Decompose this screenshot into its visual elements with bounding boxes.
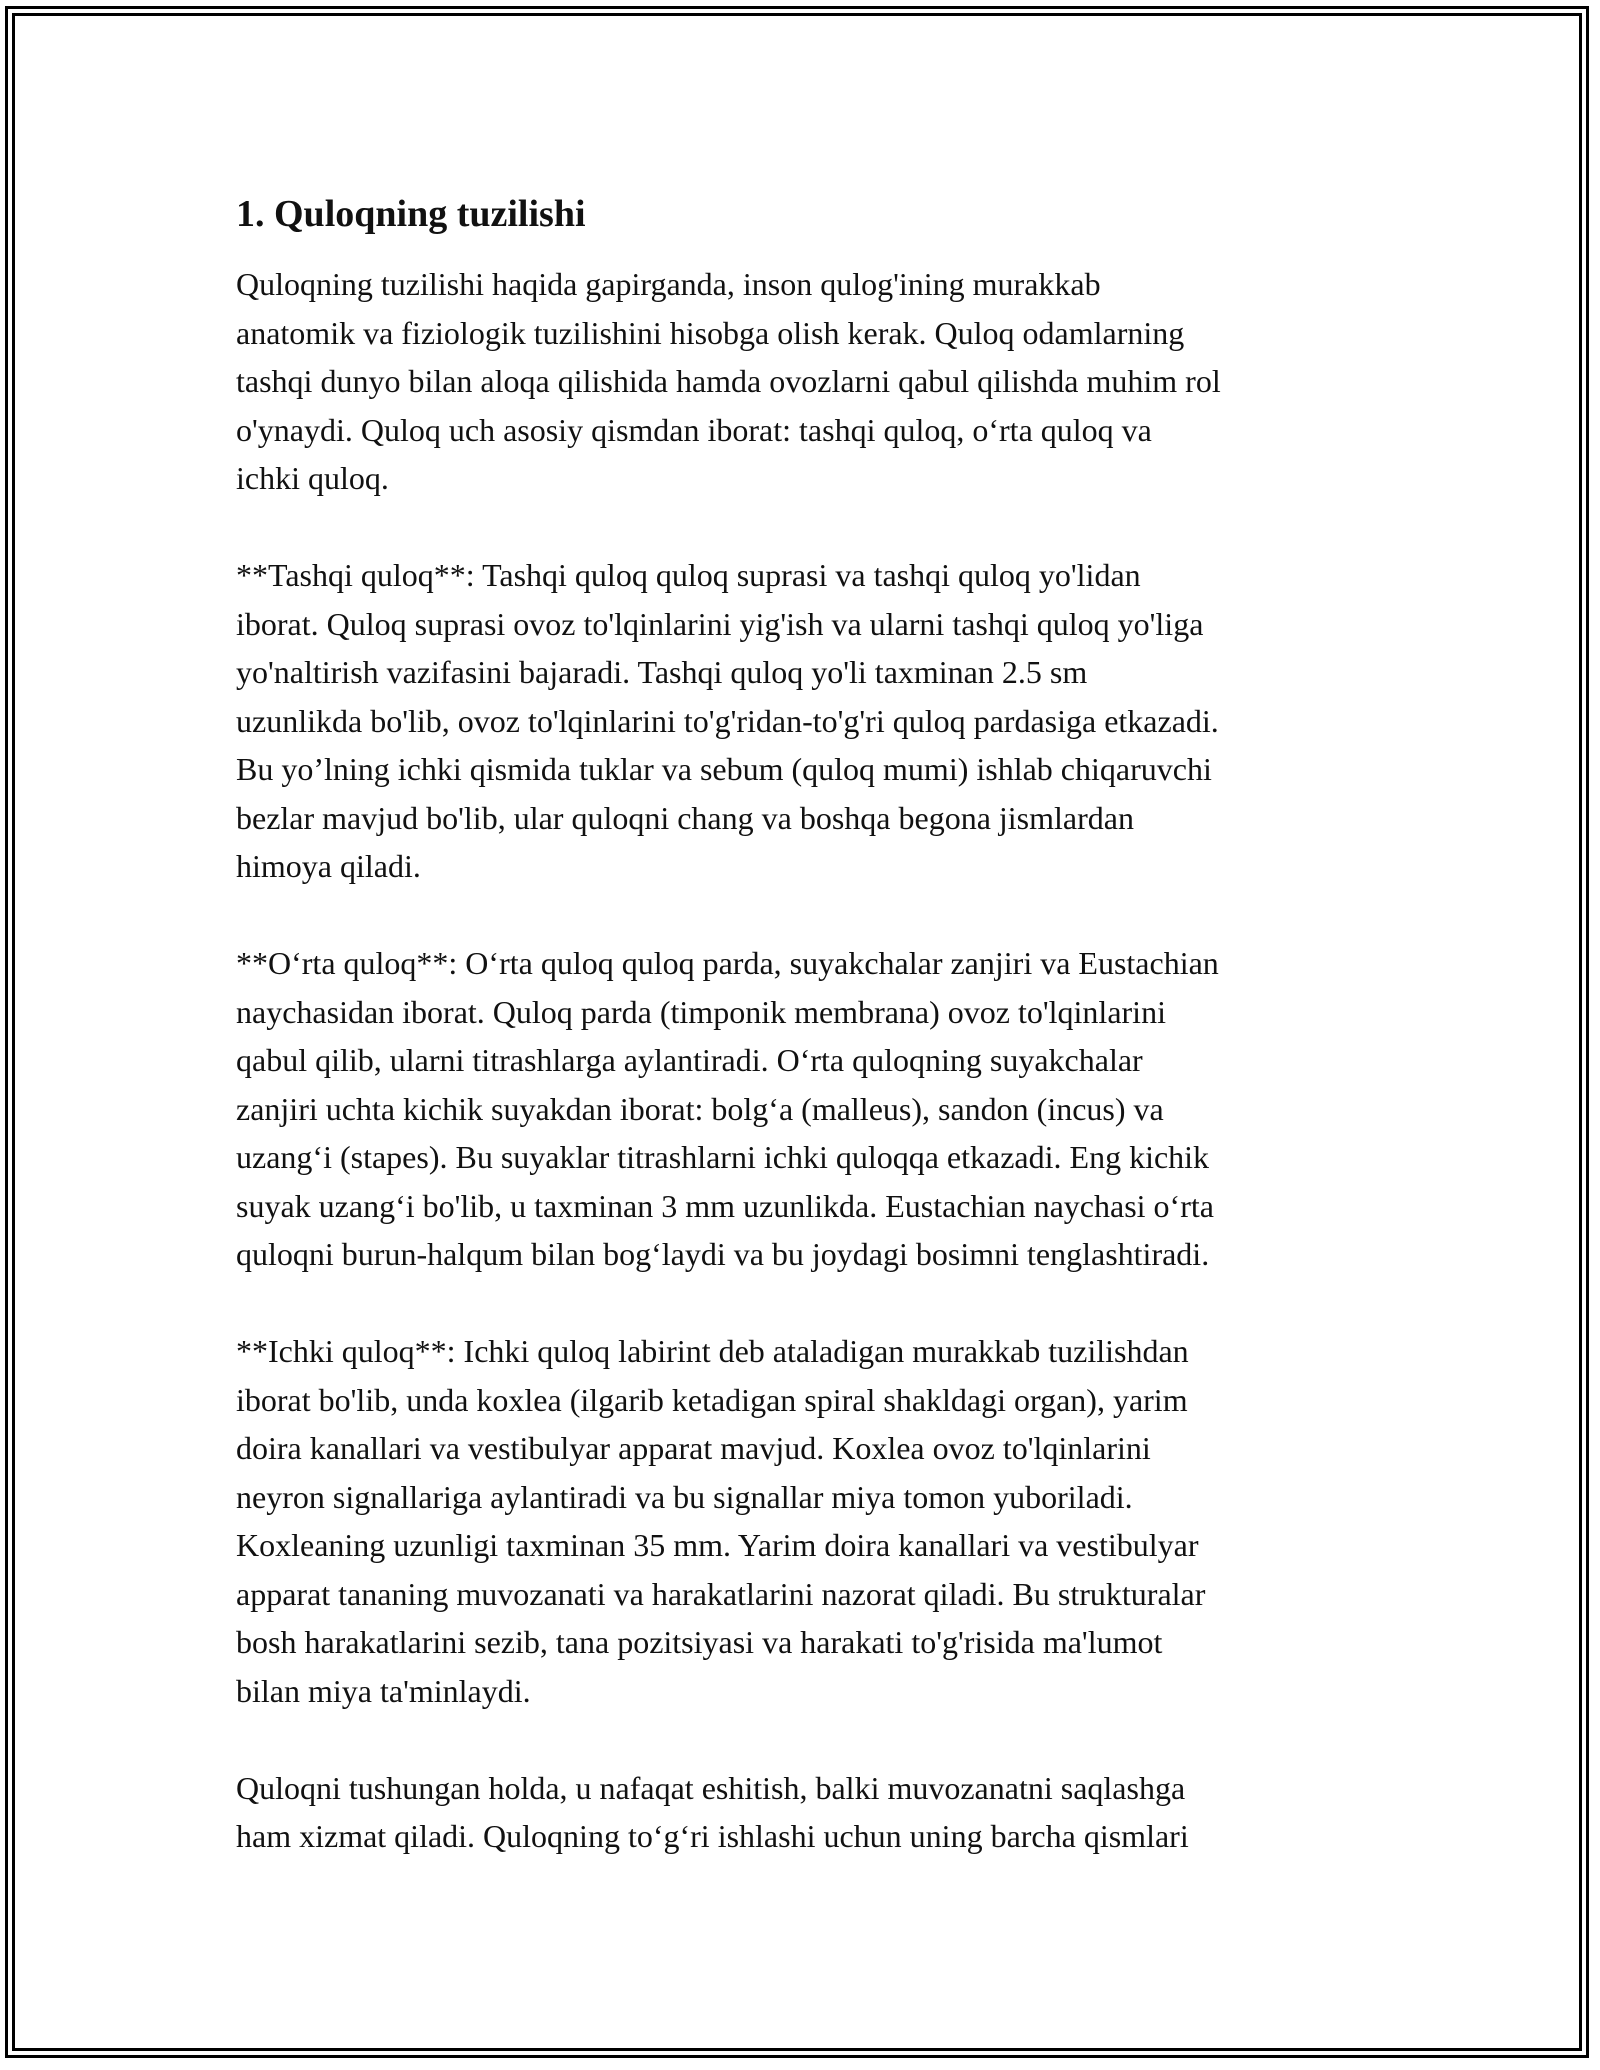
middle-ear-paragraph: **O‘rta quloq**: O‘rta quloq quloq parda, suyakchalar zanjiri va Eustachian naychasidan iborat. Quloq parda (timponik membrana) ovoz to'lqinlarini qabul qilib, ularni titrashlarga aylantiradi. O‘rta quloqning suyakchalar zanjiri uchta kichik suyakdan iborat: bolg‘a (malleus), sandon (incus) va uzang‘i (stapes). Bu suyaklar titrashlarni ichki quloqqa etkazadi. Eng kichik suyak uzang‘i bo'lib, u taxminan 3 mm uzunlikda. Eustachian naychasi o‘rta quloqni burun-halqum bilan bog‘laydi va bu joydagi bosimni tenglashtiradi.	[236, 945, 1219, 1272]
closing-paragraph: Quloqni tushungan holda, u nafaqat eshitish, balki muvozanatni saqlashga ham xizmat qiladi. Quloqning to‘g‘ri ishlashi uchun uning barcha qismlari	[236, 1769, 1189, 1854]
intro-paragraph: Quloqning tuzilishi haqida gapirganda, inson qulog'ining murakkab anatomik va fiziologik tuzilishini hisobga olish kerak. Quloq odamlarning tashqi dunyo bilan aloqa qilishida hamda ovozlarni qabul qilishda muhim rol o'ynaydi. Quloq uch asosiy qismdan iborat: tashqi quloq, o‘rta quloq va ichki quloq.	[236, 266, 1221, 496]
inner-ear-paragraph: **Ichki quloq**: Ichki quloq labirint deb ataladigan murakkab tuzilishdan iborat bo'lib, unda koxlea (ilgarib ketadigan spiral shakldagi organ), yarim doira kanallari va vestibulyar apparat mavjud. Koxlea ovoz to'lqinlarini neyron signallariga aylantiradi va bu signallar miya tomon yuboriladi. Koxleaning uzunligi taxminan 35 mm. Yarim doira kanallari va vestibulyar apparat tananing muvozanati va harakatlarini nazorat qiladi. Bu strukturalar bosh harakatlarini sezib, tana pozitsiyasi va harakati to'g'risida ma'lumot bilan miya ta'minlaydi.	[236, 1333, 1206, 1709]
section-heading: 1. Quloqning tuzilishi	[236, 193, 586, 235]
outer-ear-paragraph: **Tashqi quloq**: Tashqi quloq quloq suprasi va tashqi quloq yo'lidan iborat. Quloq suprasi ovoz to'lqinlarini yig'ish va ularni tashqi quloq yo'liga yo'naltirish vazifasini bajaradi. Tashqi quloq yo'li taxminan 2.5 sm uzunlikda bo'lib, ovoz to'lqinlarini to'g'ridan-to'g'ri quloq pardasiga etkazadi. Bu yo’lning ichki qismida tuklar va sebum (quloq mumi) ishlab chiqaruvchi bezlar mavjud bo'lib, ular quloqni chang va boshqa begona jismlardan himoya qiladi.	[236, 557, 1219, 884]
document-body	[236, 186, 1386, 1909]
